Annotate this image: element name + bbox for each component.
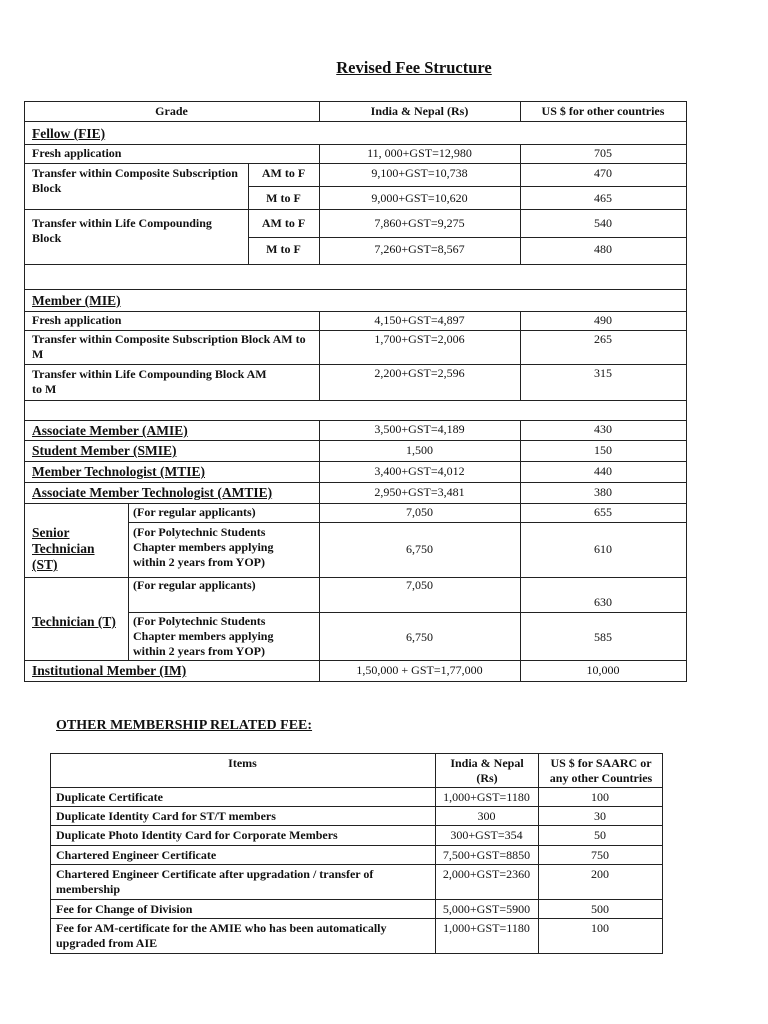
other-header-india: India & Nepal (Rs): [450, 756, 524, 785]
grade-smie-india: 1,500: [406, 443, 433, 457]
st-polytechnic-us: 610: [594, 542, 612, 556]
other-header-us: US $ for SAARC or any other Countries: [549, 756, 653, 785]
member-fresh-india: 4,150+GST=4,897: [374, 313, 465, 327]
fellow-life-m-sub: M to F: [266, 242, 301, 256]
other-row-us: 500: [591, 902, 609, 916]
other-row-india: 1,000+GST=1180: [443, 921, 530, 935]
technician-label: Technician (T): [32, 614, 116, 629]
page-title: Revised Fee Structure: [336, 58, 492, 77]
other-row-us: 50: [594, 828, 606, 842]
fellow-composite-m-sub: M to F: [266, 191, 301, 205]
other-row-us: 100: [591, 921, 609, 935]
other-row-india: 1,000+GST=1180: [443, 790, 530, 804]
st-polytechnic-india: 6,750: [406, 542, 433, 556]
other-row-item: Duplicate Certificate: [56, 790, 163, 804]
t-regular-india: 7,050: [406, 578, 433, 592]
other-row-india: 300: [477, 809, 496, 823]
header-us: US $ for other countries: [541, 104, 665, 118]
fellow-life-m-india: 7,260+GST=8,567: [374, 242, 465, 256]
header-grade: Grade: [155, 104, 188, 118]
other-row-india: 5,000+GST=5900: [442, 902, 531, 916]
fellow-composite-am-us: 470: [594, 166, 612, 180]
other-row-india: 300+GST=354: [450, 828, 523, 842]
member-fresh-label: Fresh application: [32, 313, 122, 327]
grade-amtie-label: Associate Member Technologist (AMTIE): [32, 485, 273, 500]
other-row-us: 30: [594, 809, 606, 823]
fellow-life-m-us: 480: [594, 242, 612, 256]
fellow-life-am-india: 7,860+GST=9,275: [374, 216, 465, 230]
other-row-india: 2,000+GST=2360: [442, 867, 531, 881]
fellow-fresh-india: 11, 000+GST=12,980: [367, 146, 472, 160]
grade-mtie-label: Member Technologist (MTIE): [32, 464, 205, 479]
grade-amie-us: 430: [594, 422, 612, 436]
t-polytechnic-sub: (For Polytechnic Students Chapter members applying within 2 years from YOP): [133, 614, 274, 658]
fellow-life-am-sub: AM to F: [261, 216, 306, 230]
member-life-label: Transfer within Life Compounding Block AM to M: [32, 367, 267, 396]
member-life-us: 315: [594, 366, 612, 380]
other-row-item: Fee for Change of Division: [56, 902, 193, 916]
member-composite-label: Transfer within Composite Subscription Block AM to M: [32, 332, 306, 361]
institutional-us: 10,000: [586, 663, 620, 677]
other-row-item: Fee for AM-certificate for the AMIE who has been automatically upgraded from AIE: [56, 921, 387, 950]
fellow-composite-m-us: 465: [594, 191, 612, 205]
other-row-us: 100: [591, 790, 609, 804]
other-row-item: Chartered Engineer Certificate after upgradation / transfer of membership: [56, 867, 374, 896]
st-regular-us: 655: [594, 505, 612, 519]
st-regular-india: 7,050: [406, 505, 433, 519]
fellow-composite-am-sub: AM to F: [261, 166, 306, 180]
grade-mtie-us: 440: [594, 464, 612, 478]
t-regular-sub: (For regular applicants): [133, 578, 256, 592]
other-header-items: Items: [228, 756, 257, 770]
fellow-heading: Fellow (FIE): [32, 126, 106, 141]
st-polytechnic-sub: (For Polytechnic Students Chapter members applying within 2 years from YOP): [133, 525, 274, 569]
fellow-fresh-label: Fresh application: [32, 146, 122, 160]
fellow-life-am-us: 540: [594, 216, 612, 230]
fellow-composite-m-india: 9,000+GST=10,620: [371, 191, 468, 205]
t-polytechnic-india: 6,750: [406, 630, 433, 644]
member-life-india: 2,200+GST=2,596: [374, 366, 465, 380]
grade-amie-india: 3,500+GST=4,189: [374, 422, 465, 436]
institutional-label: Institutional Member (IM): [32, 663, 187, 678]
member-composite-us: 265: [594, 332, 612, 346]
fellow-fresh-us: 705: [594, 146, 612, 160]
grade-amtie-india: 2,950+GST=3,481: [374, 485, 465, 499]
member-heading: Member (MIE): [32, 293, 121, 308]
grade-mtie-india: 3,400+GST=4,012: [374, 464, 465, 478]
fellow-life-label: Transfer within Life Compounding Block: [32, 216, 212, 245]
grade-smie-label: Student Member (SMIE): [32, 443, 177, 458]
t-regular-us: 630: [594, 595, 612, 609]
st-regular-sub: (For regular applicants): [133, 505, 256, 519]
institutional-india: 1,50,000 + GST=1,77,000: [356, 663, 483, 677]
t-polytechnic-us: 585: [594, 630, 612, 644]
grade-amtie-us: 380: [594, 485, 612, 499]
other-row-us: 750: [591, 848, 609, 862]
fellow-composite-label: Transfer within Composite Subscription Block: [32, 166, 238, 195]
grade-amie-label: Associate Member (AMIE): [32, 423, 188, 438]
other-row-item: Duplicate Photo Identity Card for Corporate Members: [56, 828, 338, 842]
other-row-item: Duplicate Identity Card for ST/T members: [56, 809, 276, 823]
other-row-item: Chartered Engineer Certificate: [56, 848, 217, 862]
member-composite-india: 1,700+GST=2,006: [374, 332, 465, 346]
senior-technician-label: Senior Technician (ST): [32, 525, 95, 572]
fellow-composite-am-india: 9,100+GST=10,738: [371, 166, 468, 180]
other-row-india: 7,500+GST=8850: [442, 848, 531, 862]
other-row-us: 200: [591, 867, 609, 881]
other-fee-title: OTHER MEMBERSHIP RELATED FEE:: [56, 718, 313, 733]
grade-smie-us: 150: [594, 443, 612, 457]
member-fresh-us: 490: [594, 313, 612, 327]
header-india-nepal: India & Nepal (Rs): [370, 104, 469, 118]
